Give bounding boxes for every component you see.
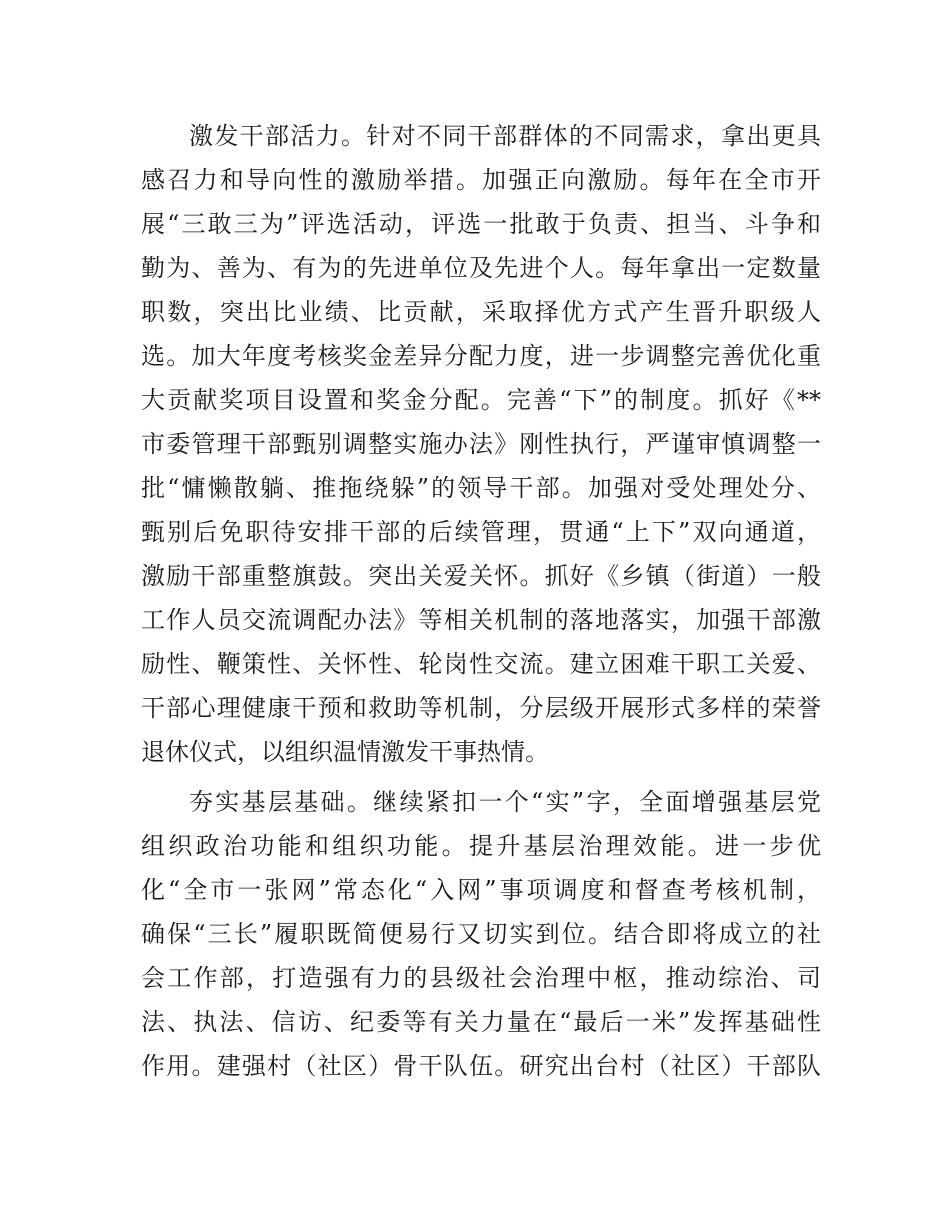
text-line: 激发干部活力。针对不同干部群体的不同需求，拿出更具 bbox=[189, 122, 821, 150]
paragraph-grassroots-foundation bbox=[141, 780, 821, 1088]
text-line: 化“全市一张网”常态化“入网”事项调度和督查考核机制， bbox=[141, 876, 821, 904]
text-line: 甄别后免职待安排干部的后续管理，贯通“上下”双向通道， bbox=[141, 518, 821, 546]
text-line: 展“三敢三为”评选活动，评选一批敢于负责、担当、斗争和 bbox=[141, 210, 821, 238]
text-line: 感召力和导向性的激励举措。加强正向激励。每年在全市开 bbox=[141, 166, 821, 194]
text-line: 职数，突出比业绩、比贡献，采取择优方式产生晋升职级人 bbox=[141, 298, 821, 326]
text-line: 组织政治功能和组织功能。提升基层治理效能。进一步优 bbox=[141, 832, 821, 860]
paragraph-cadre-vitality bbox=[141, 114, 821, 774]
text-line: 励性、鞭策性、关怀性、轮岗性交流。建立困难干职工关爱、 bbox=[141, 650, 821, 678]
text-line: 夯实基层基础。继续紧扣一个“实”字，全面增强基层党 bbox=[189, 788, 821, 816]
text-line: 退休仪式，以组织温情激发干事热情。 bbox=[141, 738, 549, 766]
text-line: 确保“三长”履职既简便易行又切实到位。结合即将成立的社 bbox=[141, 920, 821, 948]
text-line: 法、执法、信访、纪委等有关力量在“最后一米”发挥基础性 bbox=[141, 1008, 821, 1036]
text-line: 干部心理健康干预和救助等机制，分层级开展形式多样的荣誉 bbox=[141, 694, 821, 722]
text-line: 市委管理干部甄别调整实施办法》刚性执行，严谨审慎调整一 bbox=[141, 430, 821, 458]
text-line: 勤为、善为、有为的先进单位及先进个人。每年拿出一定数量 bbox=[141, 254, 821, 282]
text-line: 大贡献奖项目设置和奖金分配。完善“下”的制度。抓好《** bbox=[141, 386, 821, 414]
text-line: 批“慵懒散躺、推拖绕躲”的领导干部。加强对受处理处分、 bbox=[141, 474, 821, 502]
text-line: 工作人员交流调配办法》等相关机制的落地落实，加强干部激 bbox=[141, 606, 821, 634]
text-line: 激励干部重整旗鼓。突出关爱关怀。抓好《乡镇（街道）一般 bbox=[141, 562, 821, 590]
text-line: 会工作部，打造强有力的县级社会治理中枢，推动综治、司 bbox=[141, 964, 821, 992]
text-line: 作用。建强村（社区）骨干队伍。研究出台村（社区）干部队 bbox=[141, 1052, 821, 1080]
text-line: 选。加大年度考核奖金差异分配力度，进一步调整完善优化重 bbox=[141, 342, 821, 370]
